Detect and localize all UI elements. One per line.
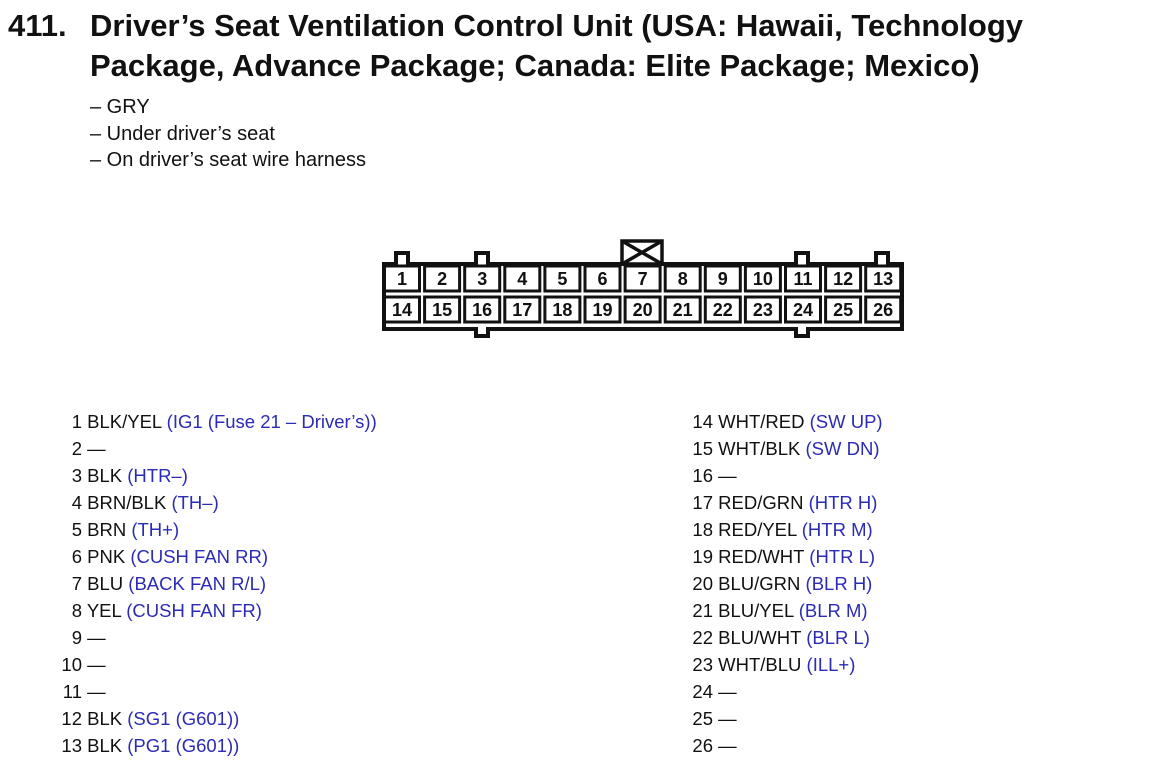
pin-row [0,624,1160,651]
pin-row [0,732,1160,759]
signal-description: (BLR H) [805,573,873,594]
pin-number: 8 [71,600,82,621]
pin-number: 5 [71,519,82,540]
pin-list-right [0,408,1160,759]
pin-number: 18 [692,519,713,540]
pin-number: 11 [62,681,82,702]
wire-color: — [87,627,106,648]
pin-number-label: 24 [792,300,814,320]
signal-description: (PG1 (G601)) [127,735,240,756]
pin-row [0,597,1160,624]
pin-number: 15 [692,438,713,459]
pin-number: 6 [71,546,82,567]
signal-description: (TH–) [171,492,219,513]
wire-color: — [87,654,106,675]
pin-number-label: 10 [752,269,773,289]
pin-number-label: 3 [477,269,488,289]
pin-row [0,705,1160,732]
wire-color: BLU/YEL [718,600,794,621]
location-notes [90,94,366,174]
pin-number-label: 25 [833,300,854,320]
pin-number: 16 [692,465,713,486]
pin-number-label: 23 [752,300,773,320]
pin-number: 3 [71,465,82,486]
signal-description: (SW UP) [809,411,883,432]
wire-color: PNK [87,546,126,567]
connector-diagram [378,238,908,342]
signal-description: (IG1 (Fuse 21 – Driver’s)) [166,411,377,432]
signal-description: (CUSH FAN FR) [126,600,262,621]
pin-number: 2 [71,438,82,459]
signal-description: (SW DN) [805,438,880,459]
pin-number: 14 [692,411,713,432]
pin-number-label: 13 [873,269,894,289]
pin-number: 22 [692,627,713,648]
pin-number-label: 17 [512,300,533,320]
signal-description: (HTR H) [808,492,878,513]
pin-number-label: 7 [637,269,648,289]
signal-description: (HTR–) [127,465,188,486]
pin-row [0,489,1160,516]
wire-color: BLU/GRN [718,573,801,594]
wire-color: RED/YEL [718,519,797,540]
wire-color: — [718,681,737,702]
pin-number: 7 [71,573,82,594]
pin-number-label: 15 [432,300,453,320]
pin-number-label: 19 [592,300,613,320]
wire-color: — [718,465,737,486]
pin-number: 9 [71,627,82,648]
signal-description: (CUSH FAN RR) [130,546,269,567]
section-title: Driver’s Seat Ventilation Control Unit (USA: Hawaii, Technology Package, Advance Package; Canada: Elite Package; Mexico) [90,8,1023,83]
pin-row [0,651,1160,678]
pin-row [0,678,1160,705]
wire-color: BLK/YEL [87,411,162,432]
signal-description: (ILL+) [806,654,856,675]
signal-description: (BLR L) [806,627,870,648]
pin-number: 10 [61,654,82,675]
signal-description: (SG1 (G601)) [127,708,240,729]
wire-color: BLK [87,465,123,486]
pin-number-label: 22 [712,300,733,320]
pin-number: 21 [692,600,713,621]
wire-color: YEL [86,600,122,621]
wire-color: WHT/BLK [718,438,801,459]
pin-number-label: 14 [391,300,413,320]
pin-number: 4 [71,492,82,513]
wire-color: — [718,735,737,756]
wire-color: — [718,708,737,729]
wire-color: RED/GRN [718,492,804,513]
signal-description: (HTR L) [809,546,876,567]
pin-number: 26 [692,735,713,756]
pin-number: 23 [692,654,713,675]
pin-number-label: 16 [472,300,493,320]
wire-color: RED/WHT [718,546,805,567]
pin-row [0,570,1160,597]
pin-row [0,435,1160,462]
wire-color: BLK [87,735,123,756]
pin-number: 13 [61,735,82,756]
wire-color: BRN [87,519,127,540]
signal-description: (BLR M) [798,600,868,621]
pin-number: 24 [692,681,713,702]
signal-description: (HTR M) [801,519,873,540]
pin-number-label: 8 [677,269,688,289]
pin-number-label: 21 [672,300,693,320]
signal-description: (BACK FAN R/L) [128,573,267,594]
pin-number: 12 [61,708,82,729]
pin-number-label: 5 [557,269,568,289]
pin-row [0,543,1160,570]
note-harness: – On driver’s seat wire harness [90,149,367,171]
pin-number: 20 [692,573,713,594]
pin-number: 1 [71,411,82,432]
wire-color: BRN/BLK [87,492,167,513]
pin-number-label: 1 [396,269,408,289]
wire-color: — [87,681,106,702]
pin-number-label: 20 [632,300,653,320]
key-cross-icon [622,241,662,264]
note-location: – Under driver’s seat [90,122,275,145]
pin-number-label: 6 [597,269,608,289]
pin-number: 19 [692,546,713,567]
pin-number-label: 11 [793,269,813,289]
pin-number: 25 [692,708,713,729]
wire-color: BLU [87,573,124,594]
pin-number-label: 26 [873,300,894,320]
pin-row [0,462,1160,489]
note-color: – GRY [90,96,150,118]
section-number: 411. [8,8,67,43]
pin-number-label: 4 [517,269,528,289]
wire-color: — [87,438,106,459]
pin-number-label: 12 [833,269,854,289]
wire-color: WHT/RED [718,411,805,432]
pin-number-label: 18 [552,300,573,320]
pin-number-label: 9 [717,269,728,289]
pin-number: 17 [692,492,713,513]
pin-row [0,516,1160,543]
signal-description: (TH+) [131,519,180,540]
pin-number-label: 2 [437,269,448,289]
wire-color: BLK [87,708,123,729]
wire-color: WHT/BLU [718,654,802,675]
wire-color: BLU/WHT [718,627,802,648]
pin-row [0,408,1160,435]
